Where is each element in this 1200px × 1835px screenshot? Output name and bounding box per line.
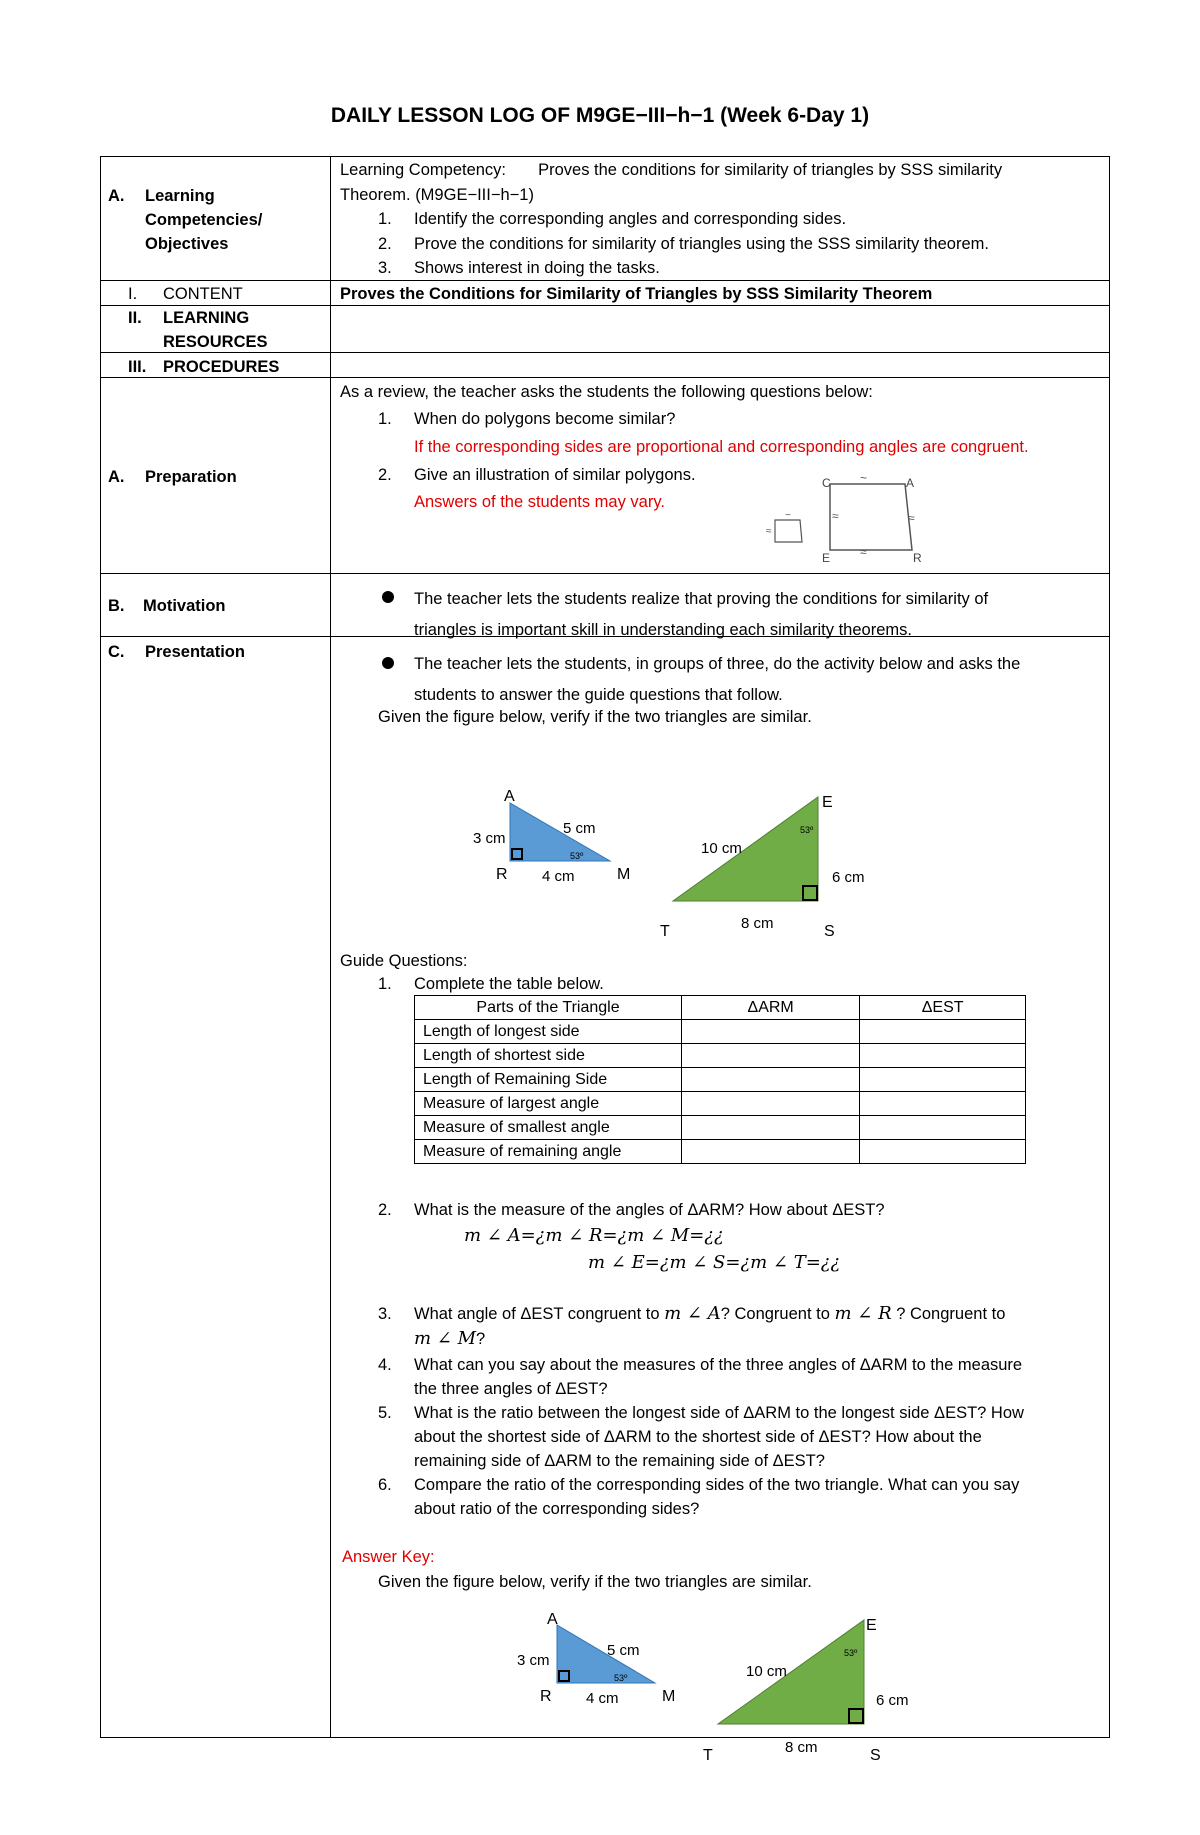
guide-question-1	[378, 972, 604, 996]
table-cell[interactable]	[860, 1116, 1026, 1140]
presentation-text	[414, 649, 1100, 711]
guide-question-3-cont	[414, 1327, 485, 1351]
vertex-t: T	[703, 1747, 713, 1764]
question-text: Give an illustration of similar polygons.	[414, 466, 696, 484]
preparation-intro: As a review, the teacher asks the students the following questions below:	[340, 383, 873, 401]
procedures-label: PROCEDURES	[163, 358, 280, 376]
table-cell: Measure of largest angle	[415, 1092, 682, 1116]
motivation-text	[414, 584, 1100, 646]
bullet-icon	[382, 591, 394, 603]
side-am: 5 cm	[607, 1642, 640, 1659]
objective-number: 1.	[378, 210, 392, 228]
question-text: ?	[476, 1330, 486, 1348]
row-divider	[100, 573, 1110, 574]
table-header: Parts of the Triangle	[415, 996, 682, 1020]
angle-label: 53º	[570, 851, 584, 861]
guide-question-4	[378, 1353, 1022, 1377]
vertex-label: A	[906, 476, 915, 490]
question-number: 6.	[378, 1476, 392, 1494]
table-cell[interactable]	[860, 1140, 1026, 1164]
objective-text: Prove the conditions for similarity of triangles using the SSS similarity theorem.	[414, 235, 989, 253]
table-row	[415, 1140, 1026, 1164]
side-ts: 8 cm	[741, 915, 774, 932]
content-label: CONTENT	[163, 285, 243, 303]
side-ts: 8 cm	[785, 1739, 818, 1756]
vertex-label: E	[822, 551, 831, 562]
objective-item	[378, 207, 846, 231]
bullet-icon	[382, 657, 394, 669]
question-1	[378, 407, 675, 431]
answer-1: If the corresponding sides are proportional and corresponding angles are congruent.	[414, 438, 1029, 456]
side-rm: 4 cm	[542, 868, 575, 885]
side-am: 5 cm	[563, 820, 596, 837]
table-header: ΔARM	[682, 996, 860, 1020]
guide-question-5	[378, 1401, 1024, 1425]
objective-text: Shows interest in doing the tasks.	[414, 259, 660, 277]
question-text: ? Congruent to	[720, 1305, 835, 1323]
math-term: m ∠ A	[664, 1303, 721, 1324]
row-divider	[100, 280, 1110, 281]
table-cell[interactable]	[860, 1044, 1026, 1068]
vertex-e: E	[822, 794, 833, 811]
side-es: 6 cm	[832, 869, 865, 886]
math-term: m ∠ M	[414, 1328, 477, 1349]
triangle-figure	[460, 785, 880, 945]
motivation-line: triangles is important skill in understanding each similarity theorems.	[414, 621, 912, 639]
page-title: DAILY LESSON LOG OF M9GE−III−h−1 (Week 6-Day 1)	[330, 104, 870, 127]
angle-equation-2: m ∠ E=¿m ∠ S=¿m ∠ T=¿¿	[588, 1252, 841, 1273]
tick-mark: ≈	[766, 526, 772, 537]
question-text: When do polygons become similar?	[414, 410, 676, 428]
table-cell[interactable]	[682, 1092, 860, 1116]
table-cell[interactable]	[682, 1068, 860, 1092]
content-text: Proves the Conditions for Similarity of Triangles by SSS Similarity Theorem	[340, 285, 933, 303]
answer-given-text: Given the figure below, verify if the two triangles are similar.	[378, 1573, 812, 1591]
vertex-e: E	[866, 1617, 877, 1634]
guide-question-6-cont: about ratio of the corresponding sides?	[414, 1500, 700, 1518]
table-cell[interactable]	[860, 1068, 1026, 1092]
question-number: 4.	[378, 1356, 392, 1374]
resources-label: LEARNING RESOURCES	[163, 309, 268, 351]
table-cell[interactable]	[860, 1020, 1026, 1044]
vertex-m: M	[662, 1688, 676, 1705]
answer-2: Answers of the students may vary.	[414, 493, 665, 511]
objective-item	[378, 256, 660, 280]
table-cell: Length of longest side	[415, 1020, 682, 1044]
guide-question-4-cont: the three angles of ΔEST?	[414, 1380, 608, 1398]
guide-question-6	[378, 1473, 1019, 1497]
question-number: 1.	[378, 975, 392, 993]
vertex-t: T	[660, 923, 670, 940]
preparation-letter: A.	[108, 468, 125, 486]
vertex-label: C	[822, 476, 831, 490]
question-text: ? Congruent to	[891, 1305, 1006, 1323]
angle-label: 53º	[800, 825, 814, 835]
vertex-s: S	[824, 923, 835, 940]
table-row	[415, 1044, 1026, 1068]
vertex-r: R	[496, 866, 508, 883]
table-cell[interactable]	[682, 1044, 860, 1068]
math-term: m ∠ R	[834, 1303, 892, 1324]
table-row	[415, 1068, 1026, 1092]
side-et: 10 cm	[746, 1663, 787, 1680]
table-row	[415, 1116, 1026, 1140]
guide-question-5-cont: remaining side of ΔARM to the remaining side of ΔEST?	[414, 1452, 825, 1470]
question-number: 2.	[378, 466, 392, 484]
vertex-r: R	[540, 1688, 552, 1705]
objectives-label: Learning Competencies/ Objectives	[145, 187, 263, 253]
question-number: 1.	[378, 410, 392, 428]
table-cell: Measure of remaining angle	[415, 1140, 682, 1164]
table-cell[interactable]	[860, 1092, 1026, 1116]
side-ar: 3 cm	[473, 830, 506, 847]
answer-key-label: Answer Key:	[342, 1548, 435, 1566]
resources-number: II.	[128, 309, 142, 327]
competency-code: Theorem. (M9GE−III−h−1)	[340, 186, 534, 204]
procedures-number: III.	[128, 358, 147, 376]
objectives-letter: A.	[108, 187, 125, 205]
guide-question-3	[378, 1302, 1005, 1326]
similar-polygons-illustration	[760, 470, 935, 562]
presentation-letter: C.	[108, 643, 125, 661]
tick-mark: ≈	[860, 545, 867, 559]
triangle-arm	[557, 1625, 655, 1683]
vertex-m: M	[617, 866, 631, 883]
table-row	[415, 1092, 1026, 1116]
preparation-label: Preparation	[145, 468, 237, 486]
objective-number: 2.	[378, 235, 392, 253]
answer-triangle-figure	[500, 1610, 920, 1770]
question-text: What angle of ΔEST congruent to	[414, 1305, 665, 1323]
side-et: 10 cm	[701, 840, 742, 857]
table-cell[interactable]	[682, 1116, 860, 1140]
angle-equation-1: m ∠ A=¿m ∠ R=¿m ∠ M=¿¿	[464, 1225, 724, 1246]
question-number: 2.	[378, 1201, 392, 1219]
question-2	[378, 463, 696, 487]
triangle-est	[673, 797, 818, 901]
vertex-a: A	[547, 1611, 558, 1628]
question-text: Complete the table below.	[414, 975, 604, 993]
motivation-line: The teacher lets the students realize that proving the conditions for similarity of	[414, 590, 989, 608]
vertex-label: R	[913, 551, 922, 562]
side-es: 6 cm	[876, 1692, 909, 1709]
tick-mark: ≈	[908, 511, 915, 525]
tick-mark: ~	[860, 471, 868, 485]
table-cell: Length of Remaining Side	[415, 1068, 682, 1092]
question-text: What can you say about the measures of the three angles of ΔARM to the measure	[414, 1356, 1023, 1374]
guide-title: Guide Questions:	[340, 952, 468, 970]
tick-mark: ≈	[832, 509, 839, 523]
tick-mark: ~	[785, 510, 791, 521]
vertex-a: A	[504, 788, 515, 805]
comparison-table	[414, 995, 1026, 1164]
presentation-label: Presentation	[145, 643, 245, 661]
table-header: ΔEST	[860, 996, 1026, 1020]
guide-question-5-cont: about the shortest side of ΔARM to the shortest side of ΔEST? How about the	[414, 1428, 982, 1446]
angle-label: 53º	[614, 1673, 628, 1683]
side-ar: 3 cm	[517, 1652, 550, 1669]
table-cell: Length of shortest side	[415, 1044, 682, 1068]
column-divider	[330, 156, 331, 1738]
question-text: What is the measure of the angles of ΔARM? How about ΔEST?	[414, 1201, 885, 1219]
question-number: 3.	[378, 1305, 392, 1323]
motivation-label: Motivation	[143, 597, 226, 615]
given-text: Given the figure below, verify if the two triangles are similar.	[378, 708, 812, 726]
question-number: 5.	[378, 1404, 392, 1422]
table-row	[415, 1020, 1026, 1044]
guide-question-2	[378, 1198, 885, 1222]
table-cell[interactable]	[682, 1140, 860, 1164]
presentation-line: The teacher lets the students, in groups of three, do the activity below and asks the	[414, 655, 1021, 673]
table-header-row	[415, 996, 1026, 1020]
question-text: Compare the ratio of the corresponding sides of the two triangle. What can you say	[414, 1476, 1020, 1494]
objective-text: Identify the corresponding angles and corresponding sides.	[414, 210, 847, 228]
objective-number: 3.	[378, 259, 392, 277]
large-quadrilateral	[830, 484, 912, 550]
motivation-letter: B.	[108, 597, 125, 615]
table-cell: Measure of smallest angle	[415, 1116, 682, 1140]
side-rm: 4 cm	[586, 1690, 619, 1707]
objective-item	[378, 232, 989, 256]
angle-label: 53º	[844, 1648, 858, 1658]
vertex-s: S	[870, 1747, 881, 1764]
presentation-line: students to answer the guide questions that follow.	[414, 686, 783, 704]
table-cell[interactable]	[682, 1020, 860, 1044]
question-text: What is the ratio between the longest side of ΔARM to the longest side ΔEST? How	[414, 1404, 1024, 1422]
competency-line: Learning Competency: Proves the conditions for similarity of triangles by SSS similarity	[340, 161, 1003, 179]
content-number: I.	[128, 285, 138, 303]
triangle-est	[718, 1620, 864, 1724]
small-quadrilateral	[775, 520, 802, 542]
